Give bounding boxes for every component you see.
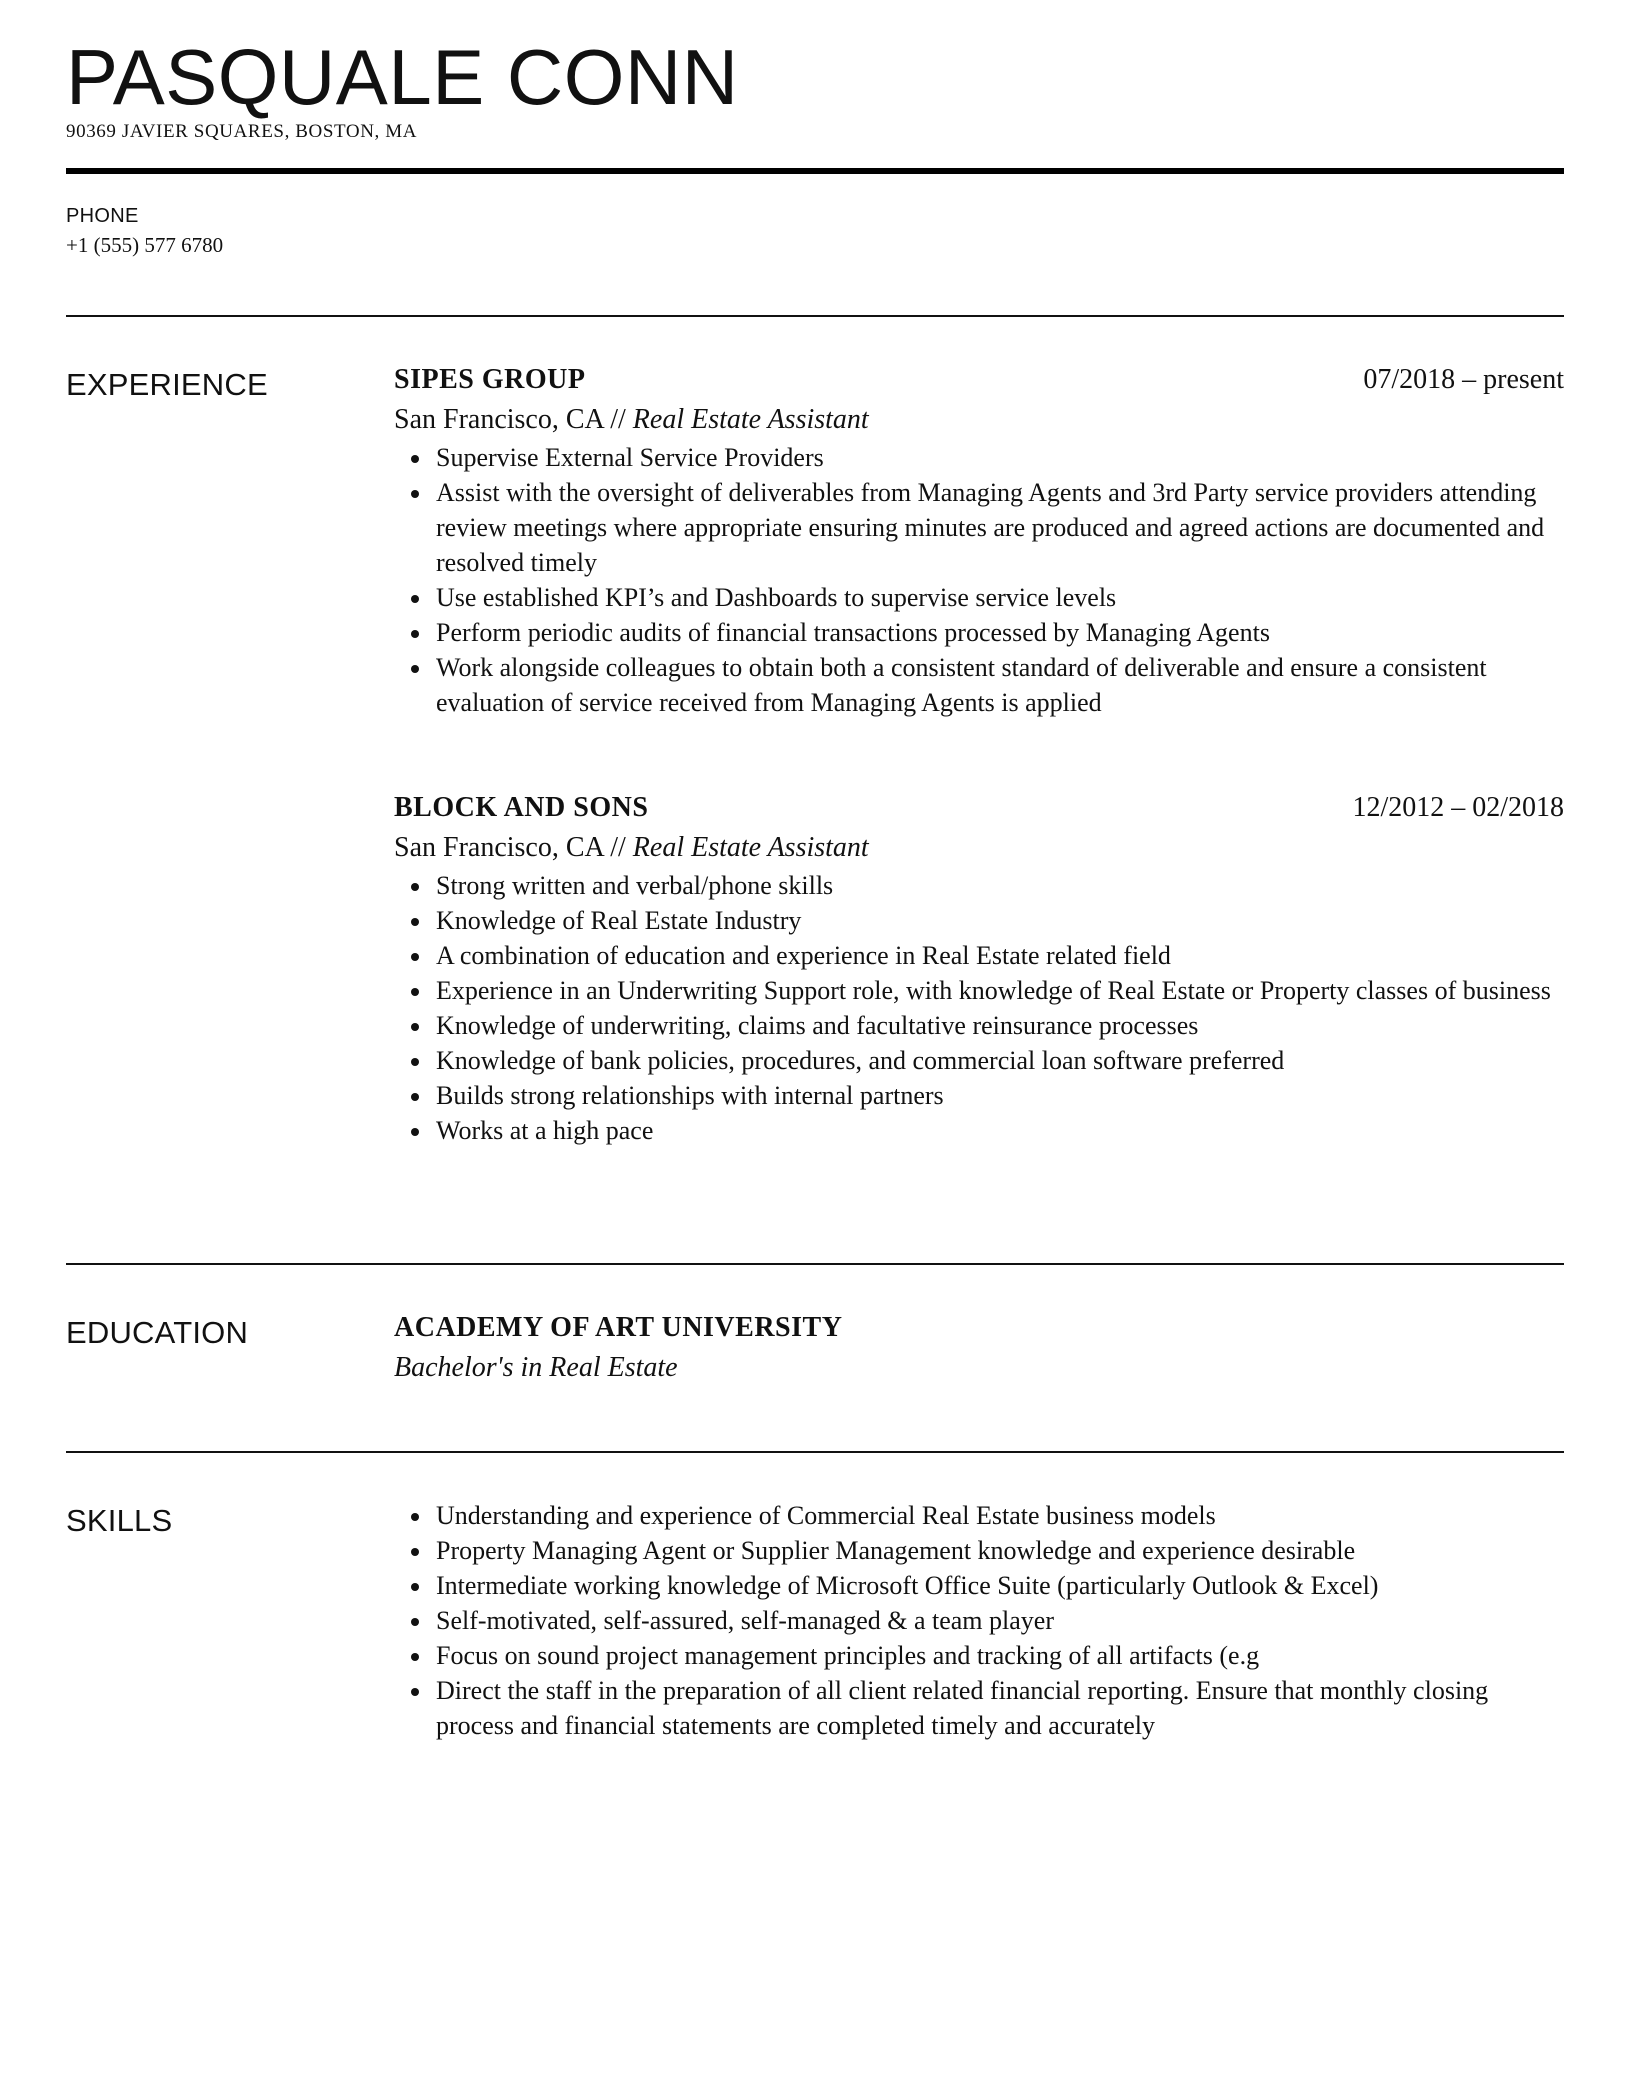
company-name: SIPES GROUP <box>394 364 586 395</box>
candidate-name: PASQUALE CONN <box>66 33 739 121</box>
bullet-item: Experience in an Underwriting Support role, with knowledge of Real Estate or Property classes of business <box>436 973 1564 1008</box>
job-entry <box>394 792 1564 1148</box>
education-header <box>394 1312 1564 1348</box>
job-subline <box>394 828 1564 868</box>
skill-item: Intermediate working knowledge of Microsoft Office Suite (particularly Outlook & Excel) <box>436 1568 1564 1603</box>
job-role: Real Estate Assistant <box>632 404 869 435</box>
candidate-address: 90369 JAVIER SQUARES, BOSTON, MA <box>66 121 418 142</box>
job-header <box>394 364 1564 400</box>
bullet-item: Builds strong relationships with internal partners <box>436 1078 1564 1113</box>
job-bullets <box>394 868 1564 1148</box>
skill-item: Direct the staff in the preparation of all client related financial reporting. Ensure that monthly closing process and financial statements are completed timely and accurately <box>436 1673 1564 1743</box>
job-location: San Francisco, CA <box>394 404 604 435</box>
bullet-item: Knowledge of underwriting, claims and facultative reinsurance processes <box>436 1008 1564 1043</box>
job-entry <box>394 364 1564 720</box>
job-separator: // <box>603 404 633 435</box>
bullet-item: Use established KPI’s and Dashboards to supervise service levels <box>436 580 1564 615</box>
job-header <box>394 792 1564 828</box>
job-subline <box>394 400 1564 440</box>
skill-item: Understanding and experience of Commercial Real Estate business models <box>436 1498 1564 1533</box>
education-entry <box>394 1312 1564 1388</box>
job-dates: 12/2012 – 02/2018 <box>1352 792 1564 823</box>
bullet-item: Assist with the oversight of deliverables from Managing Agents and 3rd Party service providers attending review meetings where appropriate ensuring minutes are produced and agreed actions are documented and resolved timely <box>436 475 1564 580</box>
experience-heading: EXPERIENCE <box>66 367 268 402</box>
job-role: Real Estate Assistant <box>632 832 869 863</box>
job-dates: 07/2018 – present <box>1363 364 1564 395</box>
bullet-item: Perform periodic audits of financial transactions processed by Managing Agents <box>436 615 1564 650</box>
header-divider <box>66 168 1564 174</box>
skill-item: Property Managing Agent or Supplier Management knowledge and experience desirable <box>436 1533 1564 1568</box>
bullet-item: Supervise External Service Providers <box>436 440 1564 475</box>
section-divider <box>66 1263 1564 1265</box>
bullet-item: Strong written and verbal/phone skills <box>436 868 1564 903</box>
education-heading: EDUCATION <box>66 1315 249 1350</box>
bullet-item: Work alongside colleagues to obtain both a consistent standard of deliverable and ensure a consistent evaluation of service received from Managing Agents is applied <box>436 650 1564 720</box>
skill-item: Focus on sound project management principles and tracking of all artifacts (e.g <box>436 1638 1564 1673</box>
section-divider <box>66 315 1564 317</box>
job-bullets <box>394 440 1564 720</box>
bullet-item: Works at a high pace <box>436 1113 1564 1148</box>
company-name: BLOCK AND SONS <box>394 792 649 823</box>
job-separator: // <box>603 832 633 863</box>
skill-item: Self-motivated, self-assured, self-managed & a team player <box>436 1603 1564 1638</box>
bullet-item: Knowledge of Real Estate Industry <box>436 903 1564 938</box>
school-name: ACADEMY OF ART UNIVERSITY <box>394 1312 843 1343</box>
bullet-item: A combination of education and experience in Real Estate related field <box>436 938 1564 973</box>
degree: Bachelor's in Real Estate <box>394 1352 678 1383</box>
skills-heading: SKILLS <box>66 1503 173 1538</box>
job-location: San Francisco, CA <box>394 832 604 863</box>
section-divider <box>66 1451 1564 1453</box>
skills-entry <box>394 1498 1564 1743</box>
skills-list <box>394 1498 1564 1743</box>
phone-label: PHONE <box>66 205 139 227</box>
phone-number: +1 (555) 577 6780 <box>66 233 224 257</box>
bullet-item: Knowledge of bank policies, procedures, and commercial loan software preferred <box>436 1043 1564 1078</box>
